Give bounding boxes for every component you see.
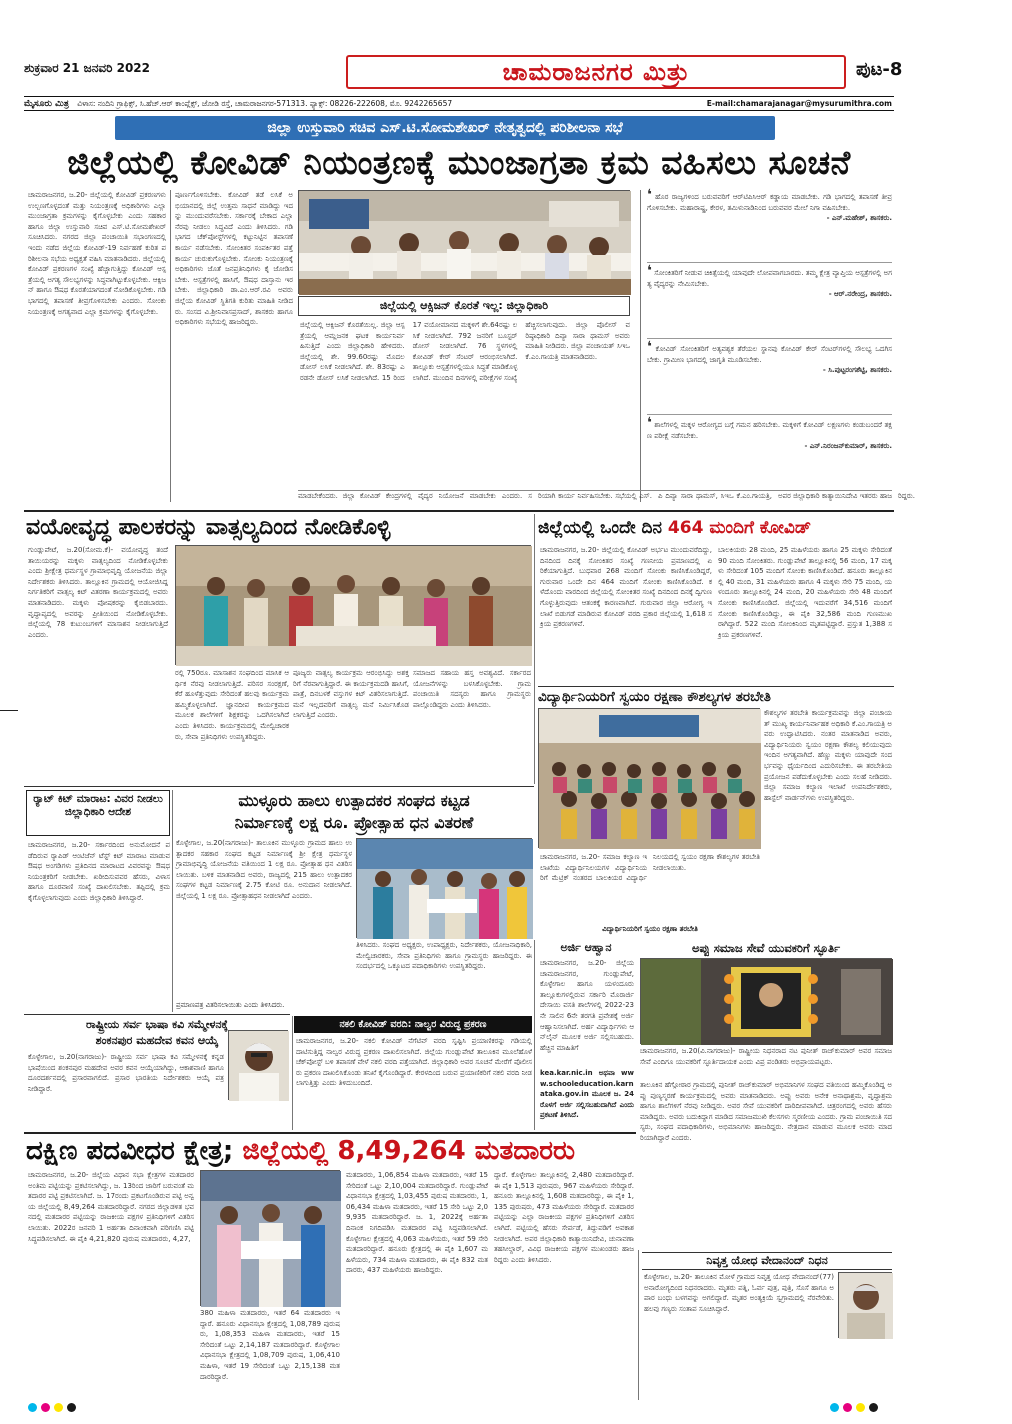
column-divider (172, 790, 173, 1012)
appu-body: ತಾಲೂಕಿನ ಹೆಗ್ಗೋಠಾರ ಗ್ರಾಮದಲ್ಲಿ ಪುನೀತ್ ರಾಜ್‌ಕುಮಾರ್ ಅಭಿಮಾನಿಗಳ ಸಂಘದ ವತಿಯಿಂದ ಹಮ್ಮಿಕೊಂಡಿದ್ದ ಅಪ್ಪು ಪುಣ್ಯಸ್ಮರಣೆ ಕಾರ್ಯಕ್ರಮದಲ್ಲಿ ಅವರು ಮಾತನಾಡಿದರು. ಅಪ್ಪು ಅವರು ಅನೇಕ ಅನಾಥಾಶ್ರಮ, ವೃದ್ಧಾಶ್ರಮ ಹಾಗೂ ಶಾಲೆಗಳಿಗೆ ನೆರವು ನೀಡಿದ್ದರು. ಅವರ ಸೇವೆ ಯುವಕರಿಗೆ ದಾರಿದೀಪವಾಗಿದೆ. ಚಿತ್ರರಂಗದಲ್ಲಿ ಅವರು ಹೆಸರು ಮಾಡಿದ್ದರು. ಅವರು ಬದುಕಿದ್ದಾಗ ಮಾಡಿದ ಸಮಾಜಮುಖಿ ಕೆಲಸಗಳು ಸ್ಮರಣೀಯ ಎಂದರು. ಗ್ರಾಮ ಪಂಚಾಯಿತಿ ಸದಸ್ಯರು, ಸಂಘದ ಪದಾಧಿಕಾರಿಗಳು, ಅಭಿಮಾನಿಗಳು ಹಾಜರಿದ್ದರು. ನೇತ್ರದಾನ ಮಾಡುವ ಮೂಲಕ ಅವರು ಮಾದರಿಯಾಗಿದ್ದಾರೆ ಎಂದರು. (640, 1081, 892, 1142)
paper-title-box (346, 55, 846, 89)
milk-body-2: ತಿಳಿಸಿದರು. ಸಂಘದ ಅಧ್ಯಕ್ಷರು, ಉಪಾಧ್ಯಕ್ಷರು, ನಿರ್ದೇಶಕರು, ಯೋಜನಾಧಿಕಾರಿ, ಮೇಲ್ವಿಚಾರಕರು, ಸೇವಾ ಪ್ರತಿನಿಧಿಗಳು ಹಾಗೂ ಗ್ರಾಮಸ್ಥರು ಹಾಜರಿದ್ದರು. ಈ ಸಂದರ್ಭದಲ್ಲಿ ಒಕ್ಕೂಟದ ಪದಾಧಿಕಾರಿಗಳು ಉಪಸ್ಥಿತರಿದ್ದರು. (356, 941, 532, 971)
quote-mark-icon: ❛ (647, 339, 652, 355)
retired-portrait-illustration (839, 1273, 893, 1339)
fake-report-body: ಚಾಮರಾಜನಗರ, ಜ.20- ನಕಲಿ ಕೋವಿಡ್ ನೆಗೆಟಿವ್ ವರದಿ ಸೃಷ್ಟಿಸಿ ಪ್ರಯಾಣಿಕರನ್ನು ಗಡಿಯಲ್ಲಿ ದಾಟಿಸುತ್ತಿದ್ದ ನಾಲ್ವರ ವಿರುದ್ಧ ಪ್ರಕರಣ ದಾಖಲಿಸಲಾಗಿದೆ. ಜಿಲ್ಲೆಯ ಗುಂಡ್ಲುಪೇಟೆ ತಾಲೂಕಿನ ಮೂಲೆಹೊಳೆ ಚೆಕ್‌ಪೋಸ್ಟ್ ಬಳಿ ತಪಾಸಣೆ ವೇಳೆ ನಕಲಿ ವರದಿ ಪತ್ತೆಯಾಗಿದೆ. ಜಿಲ್ಲಾಧಿಕಾರಿ ಅವರ ಸೂಚನೆ ಮೇರೆಗೆ ಪೊಲೀಸರು ಪ್ರಕರಣ ದಾಖಲಿಸಿಕೊಂಡು ತನಿಖೆ ಕೈಗೊಂಡಿದ್ದಾರೆ. ಕೇರಳದಿಂದ ಬರುವ ಪ್ರಯಾಣಿಕರಿಗೆ ನಕಲಿ ವರದಿ ನೀಡಲಾಗುತ್ತಿತ್ತು ಎಂದು ತಿಳಿದುಬಂದಿದೆ. (296, 1037, 532, 1088)
milk-photo-illustration (357, 839, 533, 939)
voters-headline-1: ದಕ್ಷಿಣ ಪದವೀಧರ ಕ್ಷೇತ್ರ; (26, 1136, 234, 1166)
student-body: ಕೌಶಲ್ಯಗಳ ತರಬೇತಿ ಕಾರ್ಯಕ್ರಮವನ್ನು ಜಿಲ್ಲಾ ಪಂಚಾಯತ್ ಮುಖ್ಯ ಕಾರ್ಯನಿರ್ವಾಹಕ ಅಧಿಕಾರಿ ಕೆ.ಎಂ.ಗಾಯತ್ರಿ ಅವರು ಉದ್ಘಾಟಿಸಿದರು. ನಂತರ ಮಾತನಾಡಿದ ಅವರು, ವಿದ್ಯಾರ್ಥಿನಿಯರು ಸ್ವಯಂ ರಕ್ಷಣಾ ಕೌಶಲ್ಯ ಕಲಿಯುವುದು ಇಂದಿನ ಅಗತ್ಯವಾಗಿದೆ. ಹೆಣ್ಣು ಮಕ್ಕಳು ಯಾವುದೇ ಸಂದರ್ಭವನ್ನು ಧೈರ್ಯದಿಂದ ಎದುರಿಸಬೇಕು. ಈ ತರಬೇತಿಯ ಪ್ರಯೋಜನ ಪಡೆದುಕೊಳ್ಳಬೇಕು ಎಂದು ಸಲಹೆ ನೀಡಿದರು. ಜಿಲ್ಲಾ ಸಮಾಜ ಕಲ್ಯಾಣ ಇಲಾಖೆ ಉಪನಿರ್ದೇಶಕರು, ಹಾಸ್ಟೆಲ್ ವಾರ್ಡನ್‌ಗಳು ಉಪಸ್ಥಿತರಿದ್ದರು. (764, 709, 892, 802)
column-divider (534, 514, 535, 784)
column-divider (170, 190, 171, 502)
lead-body-col1: ಚಾಮರಾಜನಗರ, ಜ.20- ಜಿಲ್ಲೆಯಲ್ಲಿ ಕೋವಿಡ್ ಪ್ರಕರಣಗಳು ಉಲ್ಬಣಗೊಳ್ಳದಂತೆ ಮತ್ತು ನಿಯಂತ್ರಣಕ್ಕೆ ಅಧಿಕಾರಿಗಳು ಎಲ್ಲಾ ಮುಂಜಾಗ್ರತಾ ಕ್ರಮಗಳನ್ನು ಕೈಗೊಳ್ಳಬೇಕು ಎಂದು ಸಹಕಾರ ಹಾಗೂ ಜಿಲ್ಲಾ ಉಸ್ತುವಾರಿ ಸಚಿವ ಎಸ್.ಟಿ.ಸೋಮಶೇಖರ್ ಸೂಚಿಸಿದರು. ನಗರದ ಜಿಲ್ಲಾ ಪಂಚಾಯಿತಿ ಸಭಾಂಗಣದಲ್ಲಿ ಇಂದು ನಡೆದ ಜಿಲ್ಲೆಯ ಕೋವಿಡ್-19 ನಿರ್ವಹಣೆ ಕುರಿತ ಪರಿಶೀಲನಾ ಸಭೆಯ ಅಧ್ಯಕ್ಷತೆ ವಹಿಸಿ ಮಾತನಾಡಿದರು. ಜಿಲ್ಲೆಯಲ್ಲಿ ಕೋವಿಡ್ ಪ್ರಕರಣಗಳ ಸಂಖ್ಯೆ ಹೆಚ್ಚಾಗುತ್ತಿದ್ದು ಕೋವಿಡ್ ಆಸ್ಪತ್ರೆಯಲ್ಲಿ ಅಗತ್ಯ ಸೌಲಭ್ಯಗಳನ್ನು ಸಿದ್ಧವಾಗಿಟ್ಟುಕೊಳ್ಳಬೇಕು. ಆಕ್ಸಿಜನ್ ಹಾಗೂ ಔಷಧ ಕೊರತೆಯಾಗದಂತೆ ನೋಡಿಕೊಳ್ಳಬೇಕು. ಗಡಿ ಭಾಗದಲ್ಲಿ ತಪಾಸಣೆ ತೀವ್ರಗೊಳಿಸಬೇಕು ಎಂದರು. ಸೋಂಕು ನಿಯಂತ್ರಣಕ್ಕೆ ಅಗತ್ಯವಾದ ಎಲ್ಲಾ ಕ್ರಮಗಳನ್ನು ಕೈಗೊಳ್ಳಬೇಕು. (28, 191, 166, 316)
column-divider (292, 1016, 293, 1130)
elder-body-col3: ಪೂಜ್ಯರು ವಾತ್ಸಲ್ಯ ಕಾರ್ಯಕ್ರಮ ಆರಂಭಿಸಿದ್ದು ಅಶಕ್ತರಿಗೆ ನೆರವಾಗುತ್ತಿದ್ದಾರೆ. ಈ ಕಾರ್ಯಕ್ರಮದಡಿ ಹಾಸಿಗೆ, ಪಾತ್ರೆ, ದಿನಬಳಕೆ ವಸ್ತುಗಳ ಕಿಟ್ ವಿತರಿಸಲಾಗುತ್ತಿದೆ. ಮನೆ ಇಲ್ಲದವರಿಗೆ ವಾತ್ಸಲ್ಯ ಮನೆ ನಿರ್ಮಿಸಿಕೊಡಲಾಗುತ್ತಿದೆ ಎಂದರು. (293, 669, 409, 720)
lead-continuation-strip: ಮಾಡಬೇಕೆಂದರು. ಜಿಲ್ಲಾ ಕೋವಿಡ್ ಕೇಂದ್ರಗಳಲ್ಲಿ ವೈದ್ಯರ ನಿಯೋಜನೆ ಮಾಡಬೇಕು ಎಂದರು. ಸರಿಯಾಗಿ ಕಾರ್ಯ ನಿರ್ವಹಿಸಬೇಕು. ಸಭೆಯಲ್ಲಿ ಎಸ್.ಪಿ ದಿವ್ಯಾ ಸಾರಾ ಥಾಮಸ್, ಸಿಇಒ ಕೆ.ಎಂ.ಗಾಯತ್ರಿ, ಅಪರ ಜಿಲ್ಲಾಧಿಕಾರಿ ಕಾತ್ಯಾಯಿನಿದೇವಿ ಇತರರು ಹಾಜರಿದ್ದರು. (298, 490, 892, 510)
ration-body: ಚಾಮರಾಜನಗರ, ಜ.20- ಸರ್ಕಾರದಿಂದ ಅನುಮೋದನೆ ಪಡೆದಿರುವ ರ್‍ಯಾಪಿಡ್ ಆಂಟಿಜೆನ್ ಟೆಸ್ಟ್ ಕಿಟ್ ಮಾರಾಟ ಮಾಡುವ ಔಷಧ ಅಂಗಡಿಗಳು ಪ್ರತಿದಿನದ ಮಾರಾಟದ ವಿವರವನ್ನು ಔಷಧ ನಿಯಂತ್ರಕರಿಗೆ ನೀಡಬೇಕು. ಖರೀದಿಸುವವರ ಹೆಸರು, ವಿಳಾಸ ಹಾಗೂ ದೂರವಾಣಿ ಸಂಖ್ಯೆ ದಾಖಲಿಸಬೇಕು. ತಪ್ಪಿದಲ್ಲಿ ಕ್ರಮ ಕೈಗೊಳ್ಳಲಾಗುವುದು ಎಂದು ಜಿಲ್ಲಾಧಿಕಾರಿ ತಿಳಿಸಿದ್ದಾರೆ. (28, 841, 170, 902)
retired-body: ಕೊಳ್ಳೇಗಾಲ, ಜ.20- ತಾಲೂಕಿನ ಮೋಳೆ ಗ್ರಾಮದ ನಿವೃತ್ತ ಯೋಧ ವೇದಾನಂದ್(77) ಅನಾರೋಗ್ಯದಿಂದ ನಿಧನರಾದರು. ಮೃತರು ಪತ್ನಿ, ಓರ್ವ ಪುತ್ರ, ಪುತ್ರಿ, ಸೊಸೆ ಹಾಗೂ ಅಪಾರ ಬಂಧು ಬಳಗವನ್ನು ಅಗಲಿದ್ದಾರೆ. ಮೃತರ ಅಂತ್ಯಕ್ರಿಯೆ ಸ್ವಗ್ರಾಮದಲ್ಲಿ ನೆರವೇರಿತು. ಹಲವು ಗಣ್ಯರು ಸಂತಾಪ ಸೂಚಿಸಿದ್ದಾರೆ. (644, 1273, 834, 1313)
ration-headline: ರ್‍ಯಾಟ್ ಕಿಟ್ ಮಾರಾಟ: ವಿವರ ನೀಡಲು ಜಿಲ್ಲಾಧಿಕಾರಿ ಆದೇಶ (33, 793, 163, 818)
section-rule (24, 510, 894, 512)
quote-3-author: - ಸಿ.ಪುಟ್ಟರಂಗಶೆಟ್ಟಿ, ಶಾಸಕರು. (822, 366, 892, 375)
training-photo-caption: ವಿದ್ಯಾರ್ಥಿನಿಯರಿಗೆ ಸ್ವಯಂ ರಕ್ಷಣಾ ತರಬೇತಿ (602, 925, 698, 933)
poet-body: ಕೊಳ್ಳೇಗಾಲ, ಜ.20(ನಾಗರಾಜು)- ರಾಷ್ಟ್ರೀಯ ಸರ್ವ ಭಾಷಾ ಕವಿ ಸಮ್ಮೇಳನಕ್ಕೆ ಕನ್ನಡ ಭಾಷೆಯಿಂದ ಶಂಕನಪುರ ಮಹದೇವ ಅವರ ಕವನ ಆಯ್ಕೆಯಾಗಿದ್ದು, ಆಕಾಶವಾಣಿ ಹಾಗೂ ದೂರದರ್ಶನದಲ್ಲಿ ಪ್ರಸಾರವಾಗಲಿದೆ. ಪ್ರಸಾರ ಭಾರತಿಯ ನಿರ್ದೇಶಕರು ಆಯ್ಕೆ ಪತ್ರ ನೀಡಿದ್ದಾರೆ. (28, 1053, 224, 1093)
elder-photo-illustration (176, 546, 532, 666)
covid-headline-count: 464 ಮಂದಿಗೆ ಕೋವಿಡ್ (667, 518, 812, 538)
meeting-photo-illustration (299, 191, 631, 295)
milk-body: ಕೊಳ್ಳೇಗಾಲ, ಜ.20(ನಾಗರಾಜು)- ತಾಲೂಕಿನ ಮುಳ್ಳೂರು ಗ್ರಾಮದ ಹಾಲು ಉತ್ಪಾದಕರ ಸಹಕಾರ ಸಂಘದ ಕಟ್ಟಡ ನಿರ್ಮಾಣಕ್ಕೆ ಶ್ರೀ ಕ್ಷೇತ್ರ ಧರ್ಮಸ್ಥಳ ಗ್ರಾಮಾಭಿವೃದ್ಧಿ ಯೋಜನೆಯ ವತಿಯಿಂದ 1 ಲಕ್ಷ ರೂ. ಪ್ರೋತ್ಸಾಹ ಧನ ವಿತರಿಸಲಾಯಿತು. ಬಳಿಕ ಮಾತನಾಡಿದ ಅವರು, ರಾಜ್ಯದಲ್ಲಿ 215 ಹಾಲು ಉತ್ಪಾದಕರ ಸಂಘಗಳ ಕಟ್ಟಡ ನಿರ್ಮಾಣಕ್ಕೆ 2.75 ಕೋಟಿ ರೂ. ಅನುದಾನ ನೀಡಲಾಗಿದೆ. ಜಿಲ್ಲೆಯಲ್ಲಿ 1 ಲಕ್ಷ ರೂ. ಪ್ರೋತ್ಸಾಹಧನ ನೀಡಲಾಗಿದೆ ಎಂದರು. (176, 839, 352, 900)
covid-count-col1: ಚಾಮರಾಜನಗರ, ಜ.20- ಜಿಲ್ಲೆಯಲ್ಲಿ ಕೋವಿಡ್ ಅರ್ಭಟ ಮುಂದುವರೆದಿದ್ದು, ದಿನದಿಂದ ದಿನಕ್ಕೆ ಸೋಂಕಿತರ ಸಂಖ್ಯೆ ಗಣನೀಯ ಪ್ರಮಾಣದಲ್ಲಿ ಏರಿಕೆಯಾಗುತ್ತಿದೆ. ಬುಧವಾರ 268 ಮಂದಿಗೆ ಸೋಂಕು ಕಾಣಿಸಿಕೊಂಡಿದ್ದರೆ, ಗುರುವಾರ ಒಂದೇ ದಿನ 464 ಮಂದಿಗೆ ಸೋಂಕು ಕಾಣಿಸಿಕೊಂಡಿದೆ. ಕಳೆದೊಂದು ವಾರದಿಂದ ಜಿಲ್ಲೆಯಲ್ಲಿ ಸೋಂಕಿತರ ಸಂಖ್ಯೆ ದಿನದಿಂದ ದಿನಕ್ಕೆ ದ್ವಿಗುಣಗೊಳ್ಳುತ್ತಿರುವುದು ಆತಂಕಕ್ಕೆ ಕಾರಣವಾಗಿದೆ. ಗುರುವಾರ ಜಿಲ್ಲಾ ಆರೋಗ್ಯ ಇಲಾಖೆ ಬಿಡುಗಡೆ ಮಾಡಿರುವ ಕೋವಿಡ್ ವರದಿ ಪ್ರಕಾರ ಜಿಲ್ಲೆಯಲ್ಲಿ 1,618 ಸಕ್ರಿಯ ಪ್ರಕರಣಗಳಿವೆ. (540, 546, 712, 629)
training-photo (538, 708, 760, 848)
retired-headline: ನಿವೃತ್ತ ಯೋಧ ವೇದಾನಂದ್ ನಿಧನ (642, 1252, 892, 1270)
voters-photo-text: 380 ಮಹಿಳಾ ಮತದಾರರು, ಇತರೆ 64 ಮತದಾರರು ಇದ್ದಾರೆ. ಹನೂರು ವಿಧಾನಸಭಾ ಕ್ಷೇತ್ರದಲ್ಲಿ 1,08,789 ಪುರುಷರು, 1,08,353 ಮಹಿಳಾ ಮತದಾರರು, ಇತರೆ 15 ಸೇರಿದಂತೆ ಒಟ್ಟು 2,14,187 ಮತದಾರರಿದ್ದಾರೆ. ಕೊಳ್ಳೇಗಾಲ ವಿಧಾನಸಭಾ ಕ್ಷೇತ್ರದಲ್ಲಿ 1,08,709 ಪುರುಷ, 1,06,410 ಮಹಿಳಾ, ಇತರೆ 19 ಸೇರಿದಂತೆ ಒಟ್ಟು 2,15,138 ಮತದಾರರಿದ್ದಾರೆ. (200, 1309, 340, 1381)
poet-headline-1: ರಾಷ್ಟ್ರೀಯ ಸರ್ವ ಭಾಷಾ ಕವಿ ಸಮ್ಮೇಳನಕ್ಕೆ (86, 1018, 228, 1031)
address-line: ವಿಳಾಸ: ನಂದಿನಿ ಗ್ರಾಫಿಕ್ಸ್, ಸಿ.ಹೆಚ್.ಆರ್ ಕಾಂಪ್ಲೆಕ್ಸ್, ಜೋಡಿ ರಸ್ತೆ, ಚಾಮರಾಜನಗರ-571313. ಫ್ಯಾಕ್ಸ್: 08226-222608, ಮೊ. 9242265657 (77, 99, 453, 108)
paper-title: ಚಾಮರಾಜನಗರ ಮಿತ್ರು (502, 58, 690, 86)
voters-col1: ಚಾಮರಾಜನಗರ, ಜ.20- ಜಿಲ್ಲೆಯ ವಿಧಾನ ಸಭಾ ಕ್ಷೇತ್ರಗಳ ಮತದಾರರ ಅಂತಿಮ ಪಟ್ಟಿಯನ್ನು ಪ್ರಕಟಿಸಲಾಗಿದ್ದು, ಜ. 13ರಿಂದ ಜಾರಿಗೆ ಬರುವಂತೆ ಮತದಾರರ ಪಟ್ಟಿ ಪ್ರಕಟಿಸಲಾಗಿದೆ. ಜ. 17ರಂದು ಪ್ರಕಟಗೊಂಡಿರುವ ಪಟ್ಟಿ ಅನ್ವಯ ಜಿಲ್ಲೆಯಲ್ಲಿ 8,49,264 ಮತದಾರರಿದ್ದಾರೆ. ನಗರದ ಜಿಲ್ಲಾಡಳಿತ ಭವನದಲ್ಲಿ ಮತದಾರರ ಪಟ್ಟಿಯನ್ನು ರಾಜಕೀಯ ಪಕ್ಷಗಳ ಪ್ರತಿನಿಧಿಗಳಿಗೆ ವಿತರಿಸಲಾಯಿತು. 2022ರ ಜನವರಿ 1 ಅರ್ಹತಾ ದಿನಾಂಕವಾಗಿ ಪರಿಗಣಿಸಿ ಪಟ್ಟಿ ಸಿದ್ಧಪಡಿಸಲಾಗಿದೆ. ಈ ಪೈಕಿ 4,21,820 ಪುರುಷ ಮತದಾರರು, 4,27, (28, 1171, 194, 1243)
elder-kit-photo (175, 545, 531, 665)
registration-dot-cyan (28, 1403, 37, 1412)
lead-kicker: ಜಿಲ್ಲಾ ಉಸ್ತುವಾರಿ ಸಚಿವ ಎಸ್.ಟಿ.ಸೋಮಶೇಖರ್ ನೇತೃತ್ವದಲ್ಲಿ ಪರಿಶೀಲನಾ ಸಭೆ (267, 120, 623, 136)
voters-headline-2: ಜಿಲ್ಲೆಯಲ್ಲಿ 8,49,264 ಮತದಾರರು (242, 1136, 576, 1166)
milk-headline-2: ನಿರ್ಮಾಣಕ್ಕೆ ಲಕ್ಷ ರೂ. ಪ್ರೋತ್ಸಾಹ ಧನ ವಿತರಣೆ (234, 813, 474, 832)
lead-headline: ಜಿಲ್ಲೆಯಲ್ಲಿ ಕೋವಿಡ್ ನಿಯಂತ್ರಣಕ್ಕೆ ಮುಂಜಾಗ್ರತಾ ಕ್ರಮ ವಹಿಸಲು ಸೂಚನೆ (67, 143, 851, 182)
elder-headline: ವಯೋವೃದ್ಧ ಪಾಲಕರನ್ನು ವಾತ್ಸಲ್ಯದಿಂದ ನೋಡಿಕೊಳ್ಳಿ (26, 515, 391, 540)
brand-name: ಮೈಸೂರು ಮಿತ್ರ (24, 99, 69, 109)
covid-count-headline (538, 514, 894, 542)
voters-col2: ಮತದಾರರು, 1,06,854 ಮಹಿಳಾ ಮತದಾರರು, ಇತರೆ 15 ಸೇರಿದಂತೆ ಒಟ್ಟು 2,10,004 ಮತದಾರರಿದ್ದಾರೆ. ಗುಂಡ್ಲುಪೇಟೆ ವಿಧಾನಸಭಾ ಕ್ಷೇತ್ರದಲ್ಲಿ 1,03,455 ಪುರುಷ ಮತದಾರರು, 1,06,434 ಮಹಿಳಾ ಮತದಾರರು, ಇತರೆ 15 ಸೇರಿ ಒಟ್ಟು 2,09,935 ಮತದಾರರಿದ್ದಾರೆ. ಜ. 1, 2022ಕ್ಕೆ ಅರ್ಹತಾ ದಿನಾಂಕ ನಿಗದಿಪಡಿಸಿ ಮತದಾರರ ಪಟ್ಟಿ ಸಿದ್ಧಪಡಿಸಲಾಗಿದೆ. ಕೊಳ್ಳೇಗಾಲ ಕ್ಷೇತ್ರದಲ್ಲಿ 4,063 ಮಹಿಳೆಯರು, ಇತರೆ 59 ಸೇರಿ ಮತದಾರರಿದ್ದಾರೆ. ಹನೂರು ಕ್ಷೇತ್ರದಲ್ಲಿ ಈ ಪೈಕಿ 1,607 ಮಹಿಳೆಯರು, 734 ಮಹಿಳಾ ಮತದಾರರು, ಈ ಪೈಕಿ 832 ಮತದಾರರು, 437 ಮಹಿಳೆಯರು ಹಾಜರಿದ್ದರು. (346, 1171, 488, 1275)
quote-1-author: - ಎನ್.ಮಹೇಶ್, ಶಾಸಕರು. (826, 214, 892, 223)
lead-body-col2: ಪೂರ್ಣಗೊಳಿಸಬೇಕು. ಕೋವಿಡ್ ತಡೆ ಲಸಿಕೆ ಅಭಿಯಾನದಲ್ಲಿ ಜಿಲ್ಲೆ ಉತ್ತಮ ಸಾಧನೆ ಮಾಡಿದ್ದು ಇದನ್ನು ಮುಂದುವರೆಸಬೇಕು. ಸರ್ಕಾರಕ್ಕೆ ಬೇಕಾದ ಎಲ್ಲಾ ನೆರವು ನೀಡಲು ಸಿದ್ಧವಿದೆ ಎಂದು ತಿಳಿಸಿದರು. ಗಡಿ ಭಾಗದ ಚೆಕ್‌ಪೋಸ್ಟ್‌ಗಳಲ್ಲಿ ಕಟ್ಟುನಿಟ್ಟಿನ ತಪಾಸಣೆ ಕಾರ್ಯ ನಡೆಸಬೇಕು. ಸೋಂಕಿತರ ಸಂಪರ್ಕಿತರ ಪತ್ತೆ ಕಾರ್ಯ ಚುರುಕುಗೊಳ್ಳಬೇಕು. ಸೋಂಕು ನಿಯಂತ್ರಣಕ್ಕೆ ಅಧಿಕಾರಿಗಳು ಜೊತೆ ಜನಪ್ರತಿನಿಧಿಗಳು ಕೈ ಜೋಡಿಸಬೇಕು. ಆಸ್ಪತ್ರೆಗಳಲ್ಲಿ ಹಾಸಿಗೆ, ಔಷಧ ದಾಸ್ತಾನು ಇರಬೇಕು. ಜಿಲ್ಲಾಧಿಕಾರಿ ಡಾ.ಎಂ.ಆರ್.ರವಿ ಅವರು ಜಿಲ್ಲೆಯ ಕೋವಿಡ್ ಸ್ಥಿತಿಗತಿ ಕುರಿತು ಮಾಹಿತಿ ನೀಡಿದರು. ಸಂಸದ ವಿ.ಶ್ರೀನಿವಾಸಪ್ರಸಾದ್, ಶಾಸಕರು ಹಾಗೂ ಅಧಿಕಾರಿಗಳು ಸಭೆಯಲ್ಲಿ ಹಾಜರಿದ್ದರು. (175, 191, 293, 327)
student-headline: ವಿದ್ಯಾರ್ಥಿನಿಯರಿಗೆ ಸ್ವಯಂ ರಕ್ಷಣಾ ಕೌಶಲ್ಯಗಳ ತರಬೇತಿ (538, 686, 894, 707)
elder-body-col4: ಸಮಾಜದ ಸಹಾಯ ಹಸ್ತ ಅವಶ್ಯವಿದೆ. ಸರ್ಕಾರದ ಯೋಜನೆಗಳನ್ನು ಬಳಸಿಕೊಳ್ಳಬೇಕು. ಗ್ರಾಮ ಪಂಚಾಯಿತಿ ಸದಸ್ಯರು ಹಾಗೂ ಗ್ರಾಮಸ್ಥರು ಪಾಲ್ಗೊಂಡಿದ್ದರು ಎಂದು ತಿಳಿಸಿದರು. (413, 669, 531, 709)
covid-count-col2: ಬಾಲಕಿಯರು 28 ಮಂದಿ, 25 ಮಹಿಳೆಯರು ಹಾಗೂ 25 ಮಕ್ಕಳು ಸೇರಿದಂತೆ 90 ಮಂದಿ ಸೋಂಕಿತರು. ಗುಂಡ್ಲುಪೇಟೆ ತಾಲ್ಲೂಕಿನಲ್ಲಿ 56 ಮಂದಿ, 17 ಮಕ್ಕಳು ಸೇರಿದಂತೆ 105 ಮಂದಿಗೆ ಸೋಂಕು ಕಾಣಿಸಿಕೊಂಡಿದೆ. ಹನೂರು ತಾಲ್ಲೂಕಿನಲ್ಲಿ 40 ಮಂದಿ, 31 ಮಹಿಳೆಯರು ಹಾಗೂ 4 ಮಕ್ಕಳು ಸೇರಿ 75 ಮಂದಿ, ಯಳಂದೂರು ತಾಲ್ಲೂಕಿನಲ್ಲಿ 24 ಮಂದಿ, 20 ಮಹಿಳೆಯರು ಸೇರಿ 48 ಮಂದಿಗೆ ಸೋಂಕು ಕಾಣಿಸಿಕೊಂಡಿದೆ. ಜಿಲ್ಲೆಯಲ್ಲಿ ಇದುವರೆಗೆ 34,516 ಮಂದಿಗೆ ಸೋಂಕು ಕಾಣಿಸಿಕೊಂಡಿದ್ದು, ಈ ಪೈಕಿ 32,586 ಮಂದಿ ಗುಣಮುಖರಾಗಿದ್ದಾರೆ. 522 ಮಂದಿ ಸೋಂಕಿನಿಂದ ಮೃತಪಟ್ಟಿದ್ದಾರೆ. ಪ್ರಸ್ತುತ 1,388 ಸಕ್ರಿಯ ಪ್ರಕರಣಗಳಿವೆ. (718, 546, 892, 639)
application-body: ಚಾಮರಾಜನಗರ, ಜ.20- ಜಿಲ್ಲೆಯ ಚಾಮರಾಜನಗರ, ಗುಂಡ್ಲುಪೇಟೆ, ಕೊಳ್ಳೇಗಾಲ ಹಾಗೂ ಯಳಂದೂರು ತಾಲ್ಲೂಕುಗಳಲ್ಲಿರುವ ಸರ್ಕಾರಿ ಮೊರಾರ್ಜಿ ದೇಸಾಯಿ ವಸತಿ ಶಾಲೆಗಳಲ್ಲಿ 2022-23ನೇ ಸಾಲಿನ 6ನೇ ತರಗತಿ ಪ್ರವೇಶಕ್ಕೆ ಅರ್ಜಿ ಆಹ್ವಾನಿಸಲಾಗಿದೆ. ಅರ್ಹ ವಿದ್ಯಾರ್ಥಿಗಳು ಆನ್‌ಲೈನ್ ಮೂಲಕ ಅರ್ಜಿ ಸಲ್ಲಿಸಬಹುದು. ಹೆಚ್ಚಿನ ಮಾಹಿತಿಗೆ (540, 959, 634, 1052)
quote-2-author: - ಆರ್.ನರೇಂದ್ರ, ಶಾಸಕರು. (828, 290, 892, 299)
poet-portrait-illustration (229, 1031, 289, 1101)
registration-dot-black (67, 1403, 76, 1412)
voters-col3: ದ್ದಾರೆ. ಕೊಳ್ಳೇಗಾಲ ತಾಲ್ಲೂಕಿನಲ್ಲಿ 2,480 ಮತದಾರರಿದ್ದಾರೆ. ಈ ಪೈಕಿ 1,513 ಪುರುಷರು, 967 ಮಹಿಳೆಯರು ಸೇರಿದ್ದಾರೆ. ಹನೂರು ತಾಲ್ಲೂಕಿನಲ್ಲಿ 1,608 ಮತದಾರರಿದ್ದು, ಈ ಪೈಕಿ 1,135 ಪುರುಷರು, 473 ಮಹಿಳೆಯರು ಸೇರಿದ್ದಾರೆ. ಮತದಾರರ ಪಟ್ಟಿಯನ್ನು ಎಲ್ಲಾ ರಾಜಕೀಯ ಪಕ್ಷಗಳ ಪ್ರತಿನಿಧಿಗಳಿಗೆ ವಿತರಿಸಲಾಗಿದೆ. ಪಟ್ಟಿಯಲ್ಲಿ ಹೆಸರು ಸೇರ್ಪಡೆ, ತಿದ್ದುಪಡಿಗೆ ಅವಕಾಶ ನೀಡಲಾಗಿದೆ. ಅಪರ ಜಿಲ್ಲಾಧಿಕಾರಿ ಕಾತ್ಯಾಯಿನಿದೇವಿ, ಚುನಾವಣಾ ತಹಸೀಲ್ದಾರ್, ವಿವಿಧ ರಾಜಕೀಯ ಪಕ್ಷಗಳ ಮುಖಂಡರು ಹಾಜರಿದ್ದರು ಎಂದು ತಿಳಿಸಿದರು. (494, 1171, 634, 1264)
registration-dot-magenta (843, 1403, 852, 1412)
section-rule (24, 1014, 290, 1015)
lead-kicker-bar (115, 116, 775, 140)
section-rule (24, 786, 534, 787)
column-divider (638, 1250, 639, 1400)
application-headline: ಅರ್ಜಿ ಆಹ್ವಾನ (560, 941, 612, 954)
trim-mark (0, 710, 18, 711)
quote-mark-icon: ❛ (647, 187, 652, 203)
student-caption: ಚಾಮರಾಜನಗರ, ಜ.20- ಸಮಾಜ ಕಲ್ಯಾಣ ಇಲಾಖೆಯ ವಿದ್ಯಾರ್ಥಿನಿಲಯಗಳ ವಿದ್ಯಾರ್ಥಿನಿಯರಿಗೆ ಮೆಟ್ರಿಕ್ ನಂತರದ ಬಾಲಕಿಯರ ವಿದ್ಯಾರ್ಥಿ ನಿಲಯದಲ್ಲಿ ಸ್ವಯಂ ರಕ್ಷಣಾ ಕೌಶಲ್ಯಗಳ ತರಬೇತಿ ನೀಡಲಾಯಿತು. (540, 853, 760, 883)
oxygen-subhead-box (298, 296, 630, 316)
registration-dot-cyan (830, 1403, 839, 1412)
appu-caption: ಚಾಮರಾಜನಗರ, ಜ.20(ವಿ.ನಾಗರಾಜು)- ರಾಷ್ಟ್ರೀಯ ನಿಧನರಾದ ನಟ ಪುನೀತ್ ರಾಜ್‌ಕುಮಾರ್ ಅವರ ಸಮಾಜ ಸೇವೆ ಎಂದಿಗೂ ಯುವಕರಿಗೆ ಸ್ಫೂರ್ತಿದಾಯಕ ಎಂದು ವಿಪ್ರ ಪಂಡಿತರು ಅಭಿಪ್ರಾಯಪಟ್ಟರು. (640, 1047, 892, 1066)
oxygen-subhead: ಜಿಲ್ಲೆಯಲ್ಲಿ ಆಕ್ಸಿಜನ್ ಕೊರತೆ ಇಲ್ಲ: ಜಿಲ್ಲಾಧಿಕಾರಿ (379, 299, 549, 312)
appu-headline: ಅಪ್ಪು ಸಮಾಜ ಸೇವೆ ಯುವಕರಿಗೆ ಸ್ಫೂರ್ತಿ (691, 941, 841, 955)
milk-photo-caption: ಪ್ರಮಾಣಪತ್ರ ವಿತರಿಸಲಾಯಿತು ಎಂದು ತಿಳಿಸಿದರು. (176, 1001, 285, 1009)
elder-body-col2: ರಲ್ಲಿ 750ರೂ. ಮಾಸಾಶನ ಸಂಘದಿಂದ ಮಾಸಿಕ ಆರ್ಥಿಕ ನೆರವು ನೀಡಲಾಗುತ್ತಿದೆ. ಪರಿಸರ ಸಂರಕ್ಷಣೆ, ಕೆರೆ ಹೂಳೆತ್ತುವುದು ಸೇರಿದಂತೆ ಹಲವು ಕಾರ್ಯಕ್ರಮ ಹಮ್ಮಿಕೊಳ್ಳಲಾಗಿದೆ. ಜ್ಞಾನದೀಪ ಕಾರ್ಯಕ್ರಮದ ಮೂಲಕ ಶಾಲೆಗಳಿಗೆ ಶಿಕ್ಷಕರನ್ನು ಒದಗಿಸಲಾಗಿದೆ ಎಂದು ತಿಳಿಸಿದರು. ಕಾರ್ಯಕ್ರಮದಲ್ಲಿ ಮೇಲ್ವಿಚಾರಕರು, ಸೇವಾ ಪ್ರತಿನಿಧಿಗಳು ಉಪಸ್ಥಿತರಿದ್ದರು. (175, 669, 289, 741)
appu-photo-illustration (641, 959, 893, 1045)
quote-4: ❛ ಶಾಲೆಗಳಲ್ಲಿ ಮಕ್ಕಳ ಆರೋಗ್ಯದ ಬಗ್ಗೆ ಗಮನ ಹರಿಸಬೇಕು. ಮಕ್ಕಳಿಗೆ ಕೋವಿಡ್ ಲಕ್ಷಣಗಳು ಕಂಡುಬಂದರೆ ತಕ್ಷಣ ಪರೀಕ್ಷೆ ನಡೆಸಬೇಕು. - ಎನ್.ನಿರಂಜನ್‌ಕುಮಾರ್, ಶಾಸಕರು. (647, 414, 892, 494)
poet-portrait (228, 1030, 288, 1100)
meeting-photo (298, 190, 630, 294)
voters-photo-illustration (201, 1171, 341, 1307)
milk-headline-1: ಮುಳ್ಳೂರು ಹಾಲು ಉತ್ಪಾದಕರ ಸಂಘದ ಕಟ್ಟಡ (238, 791, 470, 810)
registration-dot-magenta (41, 1403, 50, 1412)
column-divider (534, 940, 535, 1130)
registration-dot-yellow (54, 1403, 63, 1412)
issue-date: ಶುಕ್ರವಾರ 21 ಜನವರಿ 2022 (24, 61, 150, 75)
training-photo-illustration (539, 709, 761, 849)
email-address: E-mail:chamarajanagar@mysurumithra.com (706, 99, 892, 108)
address-bar (24, 96, 894, 111)
page-number: ಪುಟ-8 (856, 59, 903, 80)
appu-tribute-photo (640, 958, 892, 1044)
covid-headline-prefix: ಜಿಲ್ಲೆಯಲ್ಲಿ ಒಂದೇ ದಿನ (538, 518, 662, 538)
quotes-panel (640, 187, 892, 502)
retired-soldier-portrait (838, 1272, 892, 1338)
quote-3: ❛ ಕೋವಿಡ್ ಸೋಂಕಿತರಿಗೆ ಅತ್ಯವಶ್ಯಕ ತೆರೆಯಲ ಸ್ಥಾನವು ಕೋವಿಡ್ ಕೇರ್ ಸೆಂಟರ್‌ಗಳಲ್ಲಿ ಸೌಲಭ್ಯ ಒದಗಿಸಬೇಕು. ಗ್ರಾಮೀಣ ಭಾಗದಲ್ಲಿ ಜಾಗೃತಿ ಮೂಡಿಸಬೇಕು. - ಸಿ.ಪುಟ್ಟರಂಗಶೆಟ್ಟಿ, ಶಾಸಕರು. (647, 338, 892, 414)
application-links: kea.kar.nic.in ಅಥವಾ www.schooleducation.karnataka.gov.in ಮೂಲಕ ಜ. 24ರೊಳಗೆ ಅರ್ಜಿ ಸಲ್ಲಿಸಬಹುದಾಗಿದೆ ಎಂದು ಪ್ರಕಟಣೆ ತಿಳಿಸಿದೆ. (540, 1069, 634, 1120)
elder-body-col1: ಗುಂಡ್ಲುಪೇಟೆ, ಜ.20(ಸೋಮ.ಕೆ)- ವಯೋವೃದ್ಧ ತಂದೆ ತಾಯಿಯರನ್ನು ಮಕ್ಕಳು ವಾತ್ಸಲ್ಯದಿಂದ ನೋಡಿಕೊಳ್ಳಬೇಕು ಎಂದು ಶ್ರೀಕ್ಷೇತ್ರ ಧರ್ಮಸ್ಥಳ ಗ್ರಾಮಾಭಿವೃದ್ಧಿ ಯೋಜನೆಯ ಜಿಲ್ಲಾ ನಿರ್ದೇಶಕರು ತಿಳಿಸಿದರು. ತಾಲ್ಲೂಕಿನ ಗ್ರಾಮದಲ್ಲಿ ಆಯೋಜಿಸಿದ್ದ ನಿರ್ಗತಿಕರಿಗೆ ವಾತ್ಸಲ್ಯ ಕಿಟ್ ವಿತರಣಾ ಕಾರ್ಯಕ್ರಮದಲ್ಲಿ ಅವರು ಮಾತನಾಡಿದರು. ಮಕ್ಕಳು ಪೋಷಕರನ್ನು ಕೈಬಿಡಬಾರದು. ವೃದ್ಧಾಪ್ಯದಲ್ಲಿ ಅವರನ್ನು ಪ್ರೀತಿಯಿಂದ ನೋಡಿಕೊಳ್ಳಬೇಕು. ಜಿಲ್ಲೆಯಲ್ಲಿ 78 ಕುಟುಂಬಗಳಿಗೆ ಮಾಸಾಶನ ನೀಡಲಾಗುತ್ತಿದೆ ಎಂದರು. (28, 546, 168, 639)
fake-report-headline: ನಕಲಿ ಕೋವಿಡ್ ವರದಿ: ನಾಲ್ವರ ವಿರುದ್ಧ ಪ್ರಕರಣ (339, 1019, 487, 1030)
quote-4-author: - ಎನ್.ನಿರಂಜನ್‌ಕುಮಾರ್, ಶಾಸಕರು. (804, 442, 892, 451)
registration-dot-black (869, 1403, 878, 1412)
quote-1: ❛ ಹೊರ ರಾಜ್ಯಗಳಿಂದ ಬರುವವರಿಗೆ ಆರ್‌ಟಿಪಿಸಿಆರ್ ಕಡ್ಡಾಯ ಮಾಡಬೇಕು. ಗಡಿ ಭಾಗದಲ್ಲಿ ತಪಾಸಣೆ ತೀವ್ರಗೊಳಿಸಬೇಕು. ಮಹಾರಾಷ್ಟ್ರ, ಕೇರಳ, ತಮಿಳುನಾಡಿನಿಂದ ಬರುವವರ ಮೇಲೆ ನಿಗಾ ವಹಿಸಬೇಕು. - ಎನ್.ಮಹೇಶ್, ಶಾಸಕರು. (647, 187, 892, 223)
fake-report-headline-bar (294, 1016, 532, 1033)
ration-headline-box (26, 790, 170, 836)
voters-headline (26, 1134, 636, 1168)
oxygen-body: ಜಿಲ್ಲೆಯಲ್ಲಿ ಆಕ್ಸಿಜನ್ ಕೊರತೆಯಿಲ್ಲ. ಜಿಲ್ಲಾ ಆಸ್ಪತ್ರೆಯಲ್ಲಿ ಆಮ್ಲಜನಕ ಘಟಕ ಕಾರ್ಯನಿರ್ವಹಿಸುತ್ತಿದೆ ಎಂದು ಜಿಲ್ಲಾಧಿಕಾರಿ ಹೇಳಿದರು. ಜಿಲ್ಲೆಯಲ್ಲಿ ಶೇ. 99.60ರಷ್ಟು ಮೊದಲ ಡೋಸ್ ಲಸಿಕೆ ನೀಡಲಾಗಿದೆ. ಶೇ. 83ರಷ್ಟು ಎರಡನೇ ಡೋಸ್ ಲಸಿಕೆ ನೀಡಲಾಗಿದೆ. 15 ರಿಂದ 17 ವಯೋಮಾನದ ಮಕ್ಕಳಿಗೆ ಶೇ.64ರಷ್ಟು ಲಸಿಕೆ ನೀಡಲಾಗಿದೆ. 792 ಜನರಿಗೆ ಬೂಸ್ಟರ್ ಡೋಸ್ ನೀಡಲಾಗಿದೆ. 76 ಸ್ಥಳಗಳಲ್ಲಿ ಕೋವಿಡ್ ಕೇರ್ ಸೆಂಟರ್ ಆರಂಭಿಸಲಾಗಿದೆ. ತಾಲ್ಲೂಕು ಆಸ್ಪತ್ರೆಗಳಲ್ಲಿಯೂ ಸಿದ್ಧತೆ ಮಾಡಿಕೊಳ್ಳಲಾಗಿದೆ. ಮುಂದಿನ ದಿನಗಳಲ್ಲಿ ಪರೀಕ್ಷೆಗಳ ಸಂಖ್ಯೆ ಹೆಚ್ಚಿಸಲಾಗುವುದು. ಜಿಲ್ಲಾ ಪೊಲೀಸ್ ವರಿಷ್ಠಾಧಿಕಾರಿ ದಿವ್ಯಾ ಸಾರಾ ಥಾಮಸ್ ಅವರು ಮಾಹಿತಿ ನೀಡಿದರು. ಜಿಲ್ಲಾ ಪಂಚಾಯತ್ ಸಿಇಒ ಕೆ.ಎಂ.ಗಾಯತ್ರಿ ಮಾತನಾಡಿದರು. (300, 321, 630, 382)
poet-headline-2: ಶಂಕನಪುರ ಮಹದೇವ ಕವನ ಆಯ್ಕೆ (95, 1034, 219, 1047)
masthead (24, 55, 903, 93)
quote-mark-icon: ❛ (647, 263, 652, 279)
voters-list-photo (200, 1170, 340, 1306)
quote-mark-icon: ❛ (647, 415, 652, 431)
registration-dot-yellow (856, 1403, 865, 1412)
quote-2: ❛ ಸೋಂಕಿತರಿಗೆ ನೀಡುವ ಚಿಕಿತ್ಸೆಯಲ್ಲಿ ಯಾವುದೇ ಲೋಪವಾಗಬಾರದು. ತಮ್ಮ ಕ್ಷೇತ್ರ ವ್ಯಾಪ್ತಿಯ ಆಸ್ಪತ್ರೆಗಳಲ್ಲಿ ಅಗತ್ಯ ವೈದ್ಯರನ್ನು ನೇಮಿಸಬೇಕು. - ಆರ್.ನರೇಂದ್ರ, ಶಾಸಕರು. (647, 262, 892, 338)
milk-cheque-photo (356, 838, 532, 938)
registration-marks (24, 1402, 894, 1414)
